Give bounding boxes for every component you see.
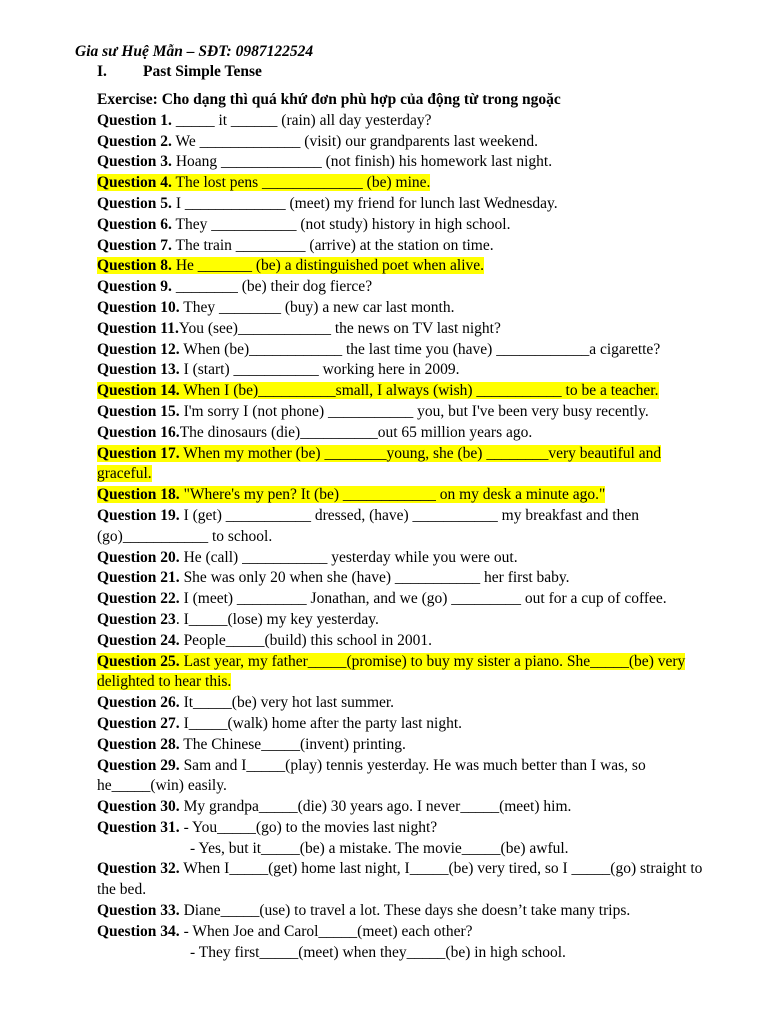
question-label: Question 17. xyxy=(97,444,180,462)
question-text: - When Joe and Carol_____(meet) each other? xyxy=(179,922,473,940)
question-label: Question 12. xyxy=(97,340,180,358)
question-label: Question 5. xyxy=(97,194,172,212)
question-item xyxy=(97,922,717,964)
question-label: Question 7. xyxy=(97,236,172,254)
question-line xyxy=(97,736,406,753)
question-text: He (call) ___________ yesterday while you were out. xyxy=(179,548,518,566)
question-label: Question 26. xyxy=(97,694,180,712)
question-label: Question 33. xyxy=(97,902,180,920)
question-text: Last year, my father_____(promise) to buy my sister a piano. She_____(be) very delighted to hear this. xyxy=(97,652,686,691)
question-line xyxy=(97,549,518,566)
question-line xyxy=(97,112,432,129)
question-label: Question 24. xyxy=(97,631,180,649)
question-item xyxy=(97,215,717,236)
question-line xyxy=(97,257,484,274)
question-label: Question 6. xyxy=(97,215,172,233)
question-item xyxy=(97,735,717,756)
question-line xyxy=(97,860,702,898)
question-text: When my mother (be) ________young, she (be) ________very beautiful and graceful. xyxy=(97,444,662,483)
question-label: Question 9. xyxy=(97,278,172,296)
question-text: . I_____(lose) my key yesterday. xyxy=(175,610,379,628)
question-text: The dinosaurs (die)__________out 65 million years ago. xyxy=(179,423,533,441)
question-text: It_____(be) very hot last summer. xyxy=(179,694,395,712)
question-item xyxy=(97,360,717,381)
question-item xyxy=(97,818,717,860)
question-text: They ___________ (not study) history in high school. xyxy=(171,215,511,233)
section-number: I. xyxy=(97,63,107,80)
question-line xyxy=(97,715,462,732)
question-line xyxy=(97,361,460,378)
question-line xyxy=(97,403,649,420)
question-line xyxy=(97,507,639,545)
question-line xyxy=(97,798,571,815)
question-text: He _______ (be) a distinguished poet when alive. xyxy=(171,257,485,275)
question-text: She was only 20 when she (have) ___________ her first baby. xyxy=(179,569,570,587)
question-item xyxy=(97,423,717,444)
question-continuation: - Yes, but it_____(be) a mistake. The movie_____(be) awful. xyxy=(190,839,569,857)
question-text: You (see)____________ the news on TV last night? xyxy=(178,319,501,337)
question-item xyxy=(97,381,717,402)
question-text: Sam and I_____(play) tennis yesterday. He was much better than I was, so he_____(win) easily. xyxy=(97,756,646,795)
question-label: Question 11. xyxy=(97,319,179,337)
question-line xyxy=(97,757,646,795)
question-item xyxy=(97,506,717,548)
question-item xyxy=(97,194,717,215)
question-item xyxy=(97,589,717,610)
question-item xyxy=(97,402,717,423)
question-line xyxy=(97,486,605,503)
question-label: Question 18. xyxy=(97,486,180,504)
question-text: We _____________ (visit) our grandparents last weekend. xyxy=(171,132,539,150)
question-list xyxy=(97,111,717,964)
question-item xyxy=(97,859,717,901)
question-text: Hoang _____________ (not finish) his homework last night. xyxy=(171,153,553,171)
question-label: Question 28. xyxy=(97,735,180,753)
question-item xyxy=(97,548,717,569)
question-item xyxy=(97,256,717,277)
question-item xyxy=(97,152,717,173)
question-label: Question 31. xyxy=(97,818,180,836)
question-item xyxy=(97,797,717,818)
question-item xyxy=(97,568,717,589)
question-item xyxy=(97,631,717,652)
question-label: Question 34. xyxy=(97,922,180,940)
question-text: ________ (be) their dog fierce? xyxy=(171,278,373,296)
question-label: Question 10. xyxy=(97,298,180,316)
question-text: When I (be)__________small, I always (wish) ___________ to be a teacher. xyxy=(179,382,659,400)
question-text: When I_____(get) home last night, I_____(be) very tired, so I _____(go) straight to the bed. xyxy=(97,860,703,899)
question-label: Question 14. xyxy=(97,382,180,400)
exercise-title: Exercise: Cho dạng thì quá khứ đơn phù hợp của động từ trong ngoặc xyxy=(97,91,561,108)
question-label: Question 27. xyxy=(97,714,180,732)
question-label: Question 21. xyxy=(97,569,180,587)
question-line xyxy=(97,694,394,711)
question-text: I _____________ (meet) my friend for lunch last Wednesday. xyxy=(171,194,558,212)
question-line xyxy=(97,445,661,483)
question-line xyxy=(97,174,430,191)
question-text: "Where's my pen? It (be) ____________ on my desk a minute ago." xyxy=(179,486,606,504)
question-label: Question 22. xyxy=(97,590,180,608)
question-item xyxy=(97,277,717,298)
question-item xyxy=(97,652,717,694)
question-line xyxy=(97,424,532,441)
question-label: Question 23 xyxy=(97,610,176,628)
question-line xyxy=(97,819,437,836)
question-text: - You_____(go) to the movies last night? xyxy=(179,818,438,836)
question-line xyxy=(97,278,372,295)
question-label: Question 13. xyxy=(97,361,180,379)
question-label: Question 1. xyxy=(97,111,172,129)
question-line xyxy=(97,923,473,940)
exercise-content xyxy=(97,90,717,963)
question-item xyxy=(97,340,717,361)
question-label: Question 3. xyxy=(97,153,172,171)
question-line xyxy=(97,195,558,212)
question-text: I'm sorry I (not phone) ___________ you, but I've been very busy recently. xyxy=(179,402,649,420)
question-line xyxy=(97,216,511,233)
question-label: Question 16. xyxy=(97,423,180,441)
question-text: Diane_____(use) to travel a lot. These days she doesn’t take many trips. xyxy=(179,902,631,920)
section-heading xyxy=(97,63,262,81)
section-title: Past Simple Tense xyxy=(143,63,262,80)
question-line xyxy=(97,153,552,170)
question-line xyxy=(97,632,432,649)
question-line xyxy=(97,237,494,254)
question-item xyxy=(97,236,717,257)
question-text: The Chinese_____(invent) printing. xyxy=(179,735,406,753)
question-label: Question 8. xyxy=(97,257,172,275)
question-text: I (start) ___________ working here in 2009. xyxy=(179,361,460,379)
question-item xyxy=(97,111,717,132)
question-line xyxy=(97,341,660,358)
question-item xyxy=(97,132,717,153)
question-label: Question 2. xyxy=(97,132,172,150)
question-label: Question 15. xyxy=(97,402,180,420)
question-text: I (meet) _________ Jonathan, and we (go) _________ out for a cup of coffee. xyxy=(179,590,667,608)
question-line xyxy=(97,611,379,628)
question-line xyxy=(97,569,570,586)
question-line xyxy=(97,299,454,316)
question-item xyxy=(97,319,717,340)
question-label: Question 25. xyxy=(97,652,180,670)
question-line xyxy=(97,902,630,919)
question-text: The lost pens _____________ (be) mine. xyxy=(171,174,431,192)
question-item xyxy=(97,901,717,922)
question-text: They ________ (buy) a new car last month. xyxy=(179,298,455,316)
question-text: _____ it ______ (rain) all day yesterday? xyxy=(171,111,432,129)
question-label: Question 32. xyxy=(97,860,180,878)
question-line xyxy=(97,382,659,399)
question-text: When (be)____________ the last time you (have) ____________a cigarette? xyxy=(179,340,661,358)
question-text: The train _________ (arrive) at the station on time. xyxy=(171,236,494,254)
question-text: My grandpa_____(die) 30 years ago. I never_____(meet) him. xyxy=(179,798,572,816)
question-label: Question 29. xyxy=(97,756,180,774)
question-item xyxy=(97,298,717,319)
question-line xyxy=(97,653,685,691)
question-item xyxy=(97,714,717,735)
question-text: People_____(build) this school in 2001. xyxy=(179,631,432,649)
question-label: Question 4. xyxy=(97,174,172,192)
question-line xyxy=(97,590,667,607)
question-label: Question 20. xyxy=(97,548,180,566)
question-line xyxy=(97,133,538,150)
question-item xyxy=(97,444,717,486)
question-continuation: - They first_____(meet) when they_____(be) in high school. xyxy=(190,943,566,961)
tutor-contact-line: Gia sư Huệ Mẫn – SĐT: 0987122524 xyxy=(75,43,314,60)
question-item xyxy=(97,173,717,194)
question-item xyxy=(97,693,717,714)
question-label: Question 30. xyxy=(97,798,180,816)
question-item xyxy=(97,610,717,631)
question-text: I_____(walk) home after the party last night. xyxy=(179,714,463,732)
question-item xyxy=(97,485,717,506)
question-line xyxy=(97,320,501,337)
question-text: I (get) ___________ dressed, (have) ___________ my breakfast and then (go)___________ to school. xyxy=(97,506,639,545)
question-label: Question 19. xyxy=(97,506,180,524)
question-item xyxy=(97,756,717,798)
